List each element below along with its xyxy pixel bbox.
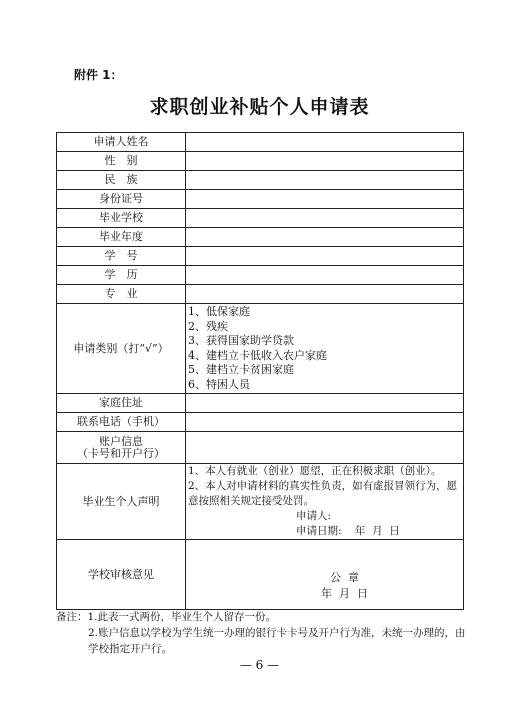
category-option-5[interactable]: 5、建档立卡贫困家庭 (188, 363, 294, 376)
category-options (186, 304, 464, 394)
label-school: 毕业学校 (57, 209, 186, 228)
attachment-label: 附件 1： (74, 68, 123, 82)
category-option-6[interactable]: 6、特困人员 (188, 377, 250, 391)
application-form-table (56, 132, 464, 610)
row-major (57, 285, 464, 304)
label-grad-year: 毕业年度 (57, 228, 186, 247)
row-grad-year (57, 228, 464, 247)
input-major[interactable] (186, 285, 464, 304)
category-option-2[interactable]: 2、残疾 (188, 319, 228, 333)
form-title: 求职创业补贴个人申请表 (149, 96, 370, 118)
note-line2: 2.账户信息以学校为学生统一办理的银行卡卡号及开户行为准，未统一办理的，由学校指定开户行。 (88, 627, 466, 655)
row-gender (57, 152, 464, 171)
applicant-signature[interactable]: 申请人: (296, 510, 332, 522)
page-number: — 6 — (239, 658, 280, 672)
input-account[interactable] (186, 432, 464, 464)
application-date[interactable]: 申请日期: 年 月 日 (296, 525, 400, 537)
row-school-review (57, 540, 464, 610)
label-address: 家庭住址 (57, 394, 186, 413)
input-grad-year[interactable] (186, 228, 464, 247)
category-option-4[interactable]: 4、建档立卡低收入农户家庭 (188, 348, 327, 362)
declaration-line1: 1、本人有就业（创业）愿望，正在积极求职（创业）。 (188, 465, 442, 477)
declaration-line2: 2、本人对申请材料的真实性负责，如有虚报冒领行为，愿意按照相关规定接受处罚。 (188, 480, 458, 507)
label-school-review: 学校审核意见 (57, 540, 186, 610)
row-id-number (57, 190, 464, 209)
label-account-line2: （卡号和开户行） (77, 446, 165, 460)
label-gender: 性 别 (57, 152, 186, 171)
category-option-3[interactable]: 3、获得国家助学贷款 (188, 334, 294, 347)
row-ethnicity (57, 171, 464, 190)
review-date: 年 月 日 (321, 586, 368, 600)
input-student-no[interactable] (186, 247, 464, 266)
row-account (57, 432, 464, 464)
row-phone (57, 413, 464, 432)
input-education[interactable] (186, 266, 464, 285)
school-review-area (186, 540, 464, 610)
label-declaration: 毕业生个人声明 (57, 464, 186, 540)
notes (56, 609, 476, 657)
label-student-no: 学 号 (57, 247, 186, 266)
input-ethnicity[interactable] (186, 171, 464, 190)
row-declaration (57, 464, 464, 540)
row-name (57, 133, 464, 152)
row-address (57, 394, 464, 413)
row-education (57, 266, 464, 285)
label-category: 申请类别（打“√”） (57, 304, 186, 394)
declaration-text (186, 464, 464, 540)
input-id-number[interactable] (186, 190, 464, 209)
label-major: 专 业 (57, 285, 186, 304)
note-line1: 备注：1.此表一式两份，毕业生个人留存一份。 (56, 611, 277, 623)
label-name: 申请人姓名 (57, 133, 186, 152)
row-student-no (57, 247, 464, 266)
official-seal-text: 公 章 (330, 570, 359, 584)
input-address[interactable] (186, 394, 464, 413)
input-phone[interactable] (186, 413, 464, 432)
category-option-1[interactable]: 1、低保家庭 (188, 305, 250, 318)
input-gender[interactable] (186, 152, 464, 171)
label-phone: 联系电话（手机） (57, 413, 186, 432)
label-account-line1: 账户信息 (99, 434, 143, 448)
label-education: 学 历 (57, 266, 186, 285)
label-id-number: 身份证号 (57, 190, 186, 209)
row-category (57, 304, 464, 394)
label-account (57, 432, 186, 464)
input-school[interactable] (186, 209, 464, 228)
input-name[interactable] (186, 133, 464, 152)
row-school (57, 209, 464, 228)
label-ethnicity: 民 族 (57, 171, 186, 190)
